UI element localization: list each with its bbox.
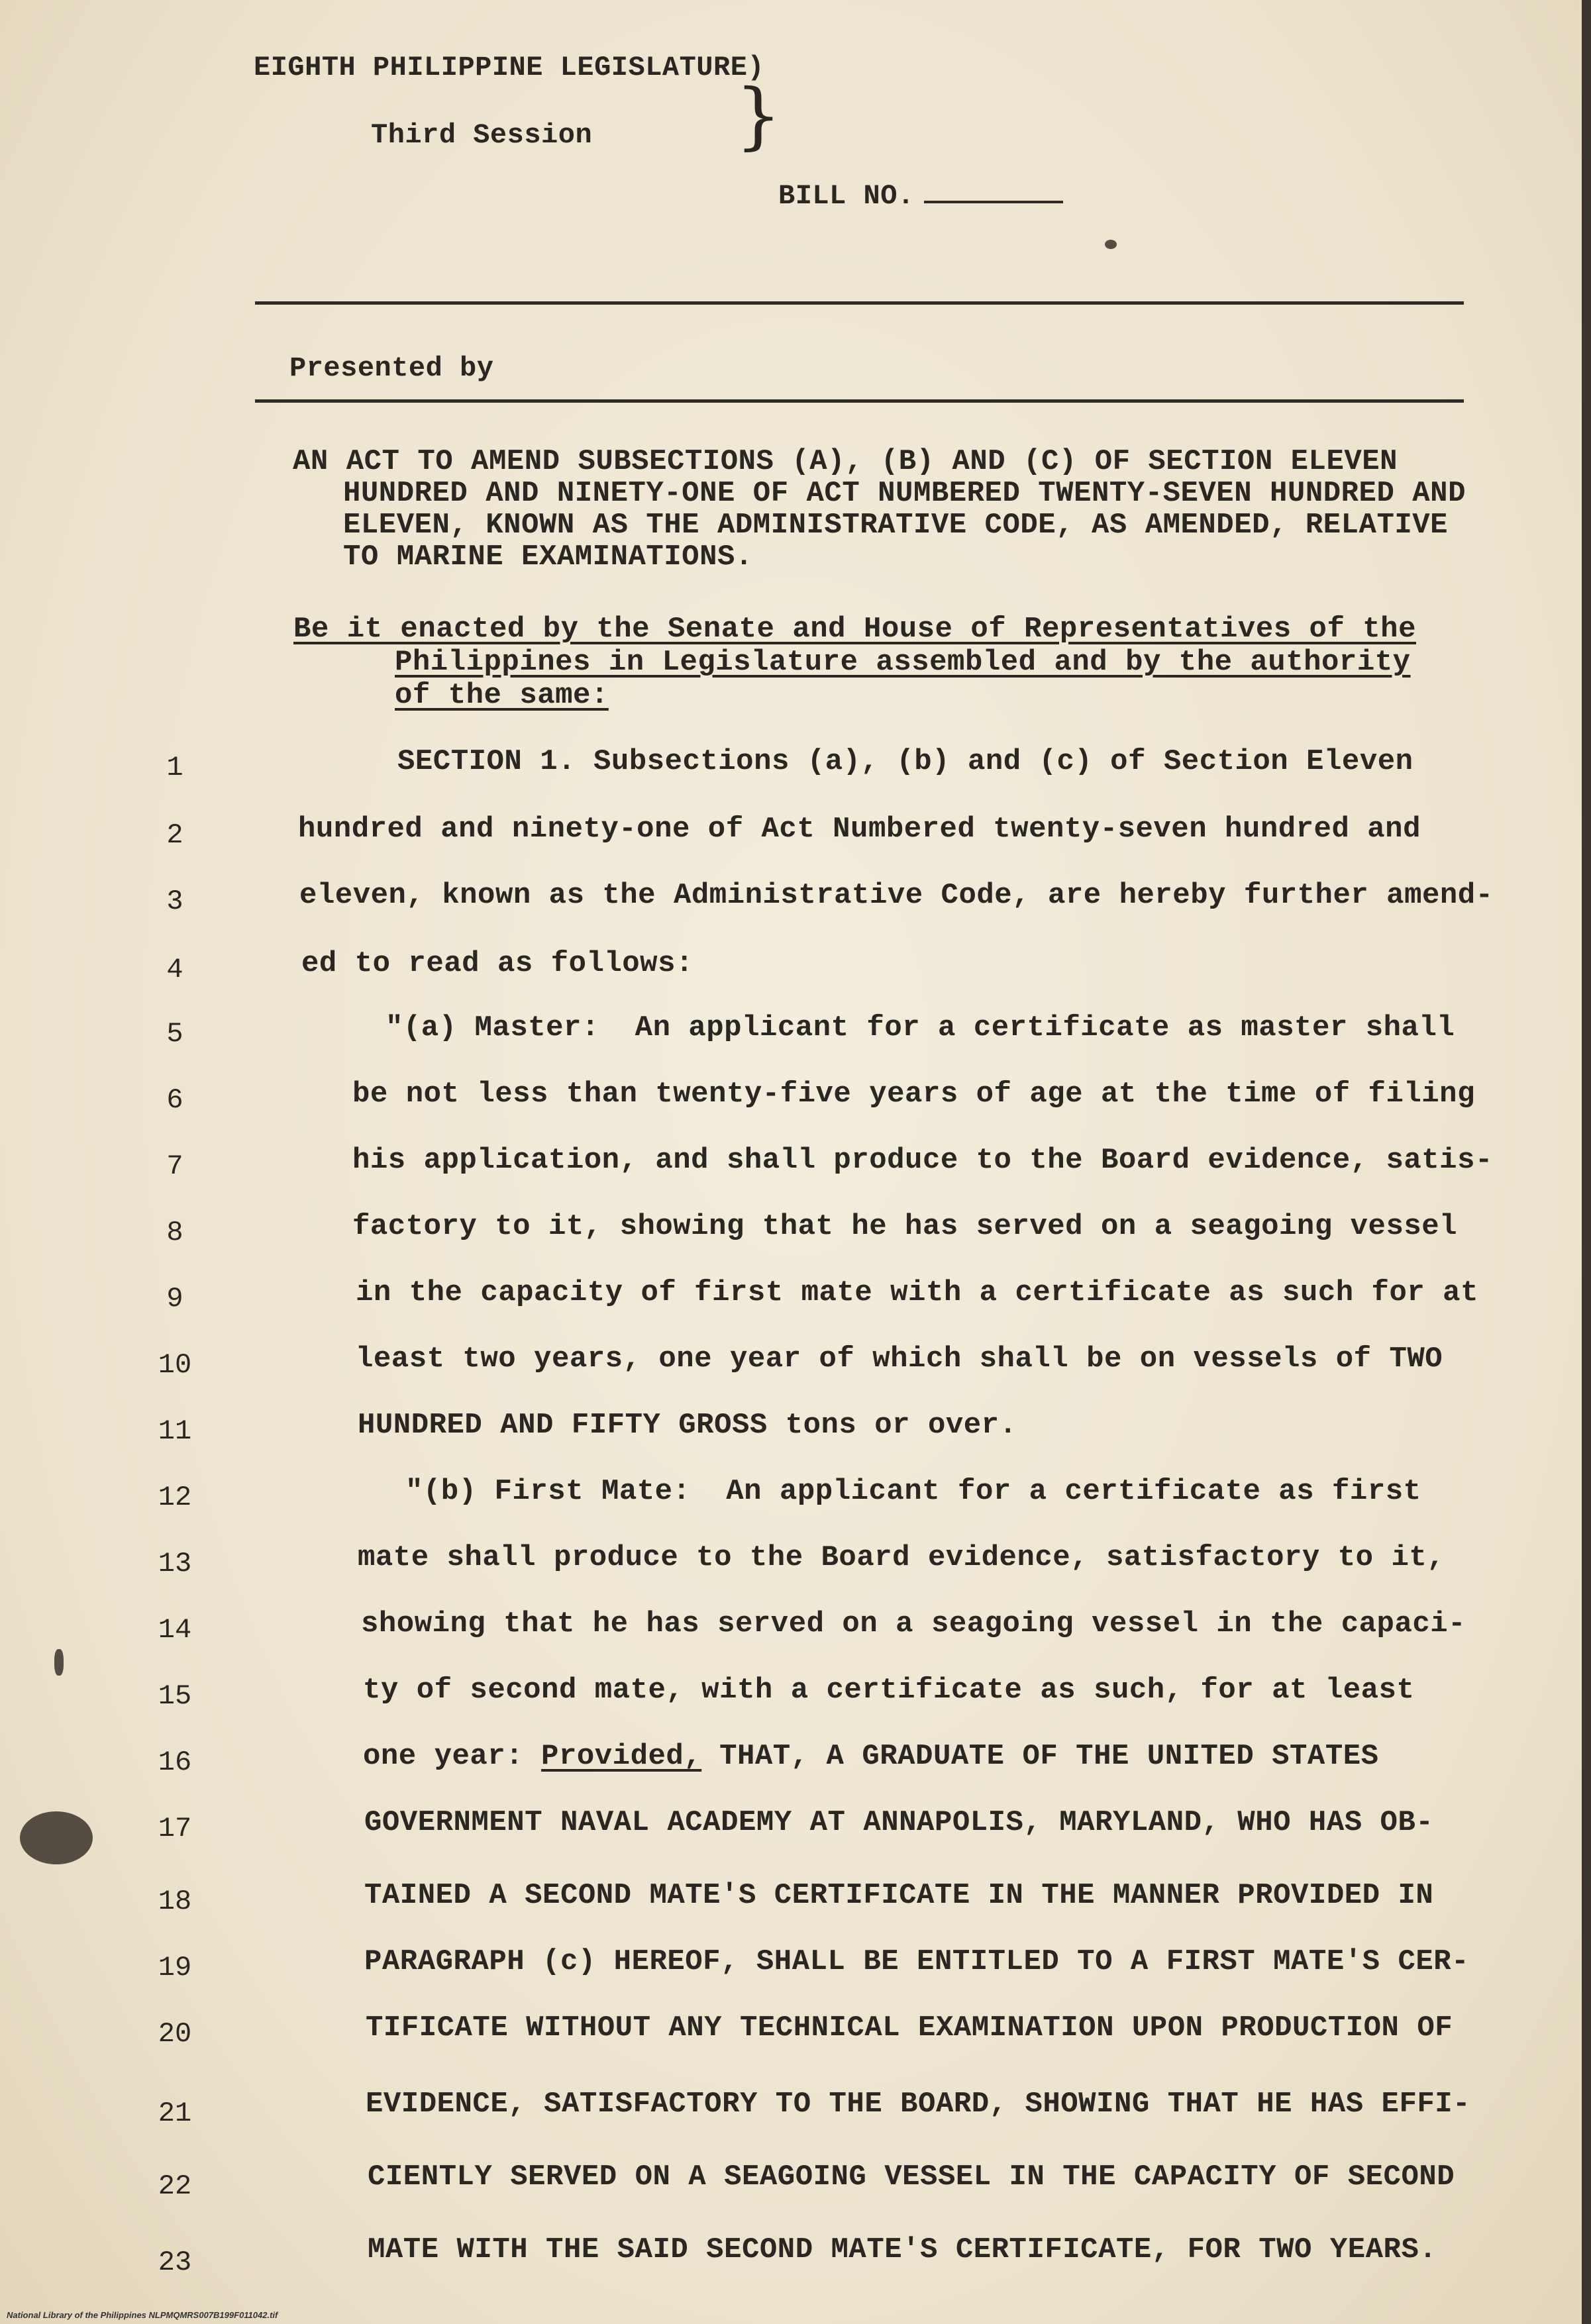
line-number: 11 (158, 1415, 192, 1447)
line-number: 3 (166, 885, 183, 917)
title-line: AN ACT TO AMEND SUBSECTIONS (A), (B) AND (C) OF SECTION ELEVEN (293, 445, 1398, 478)
body-line: HUNDRED AND FIFTY GROSS tons or over. (358, 1409, 1017, 1442)
body-line: CIENTLY SERVED ON A SEAGOING VESSEL IN THE CAPACITY OF SECOND (368, 2160, 1455, 2194)
line16-rest: THAT, A GRADUATE OF THE UNITED STATES (719, 1740, 1379, 1773)
body-line: MATE WITH THE SAID SECOND MATE'S CERTIFICATE, FOR TWO YEARS. (368, 2233, 1437, 2266)
session-heading: Third Session (371, 119, 593, 151)
body-line: PARAGRAPH (c) HEREOF, SHALL BE ENTITLED TO A FIRST MATE'S CER- (364, 1945, 1470, 1978)
title-line: ELEVEN, KNOWN AS THE ADMINISTRATIVE CODE, AS AMENDED, RELATIVE (343, 509, 1449, 542)
body-line: SECTION 1. Subsections (a), (b) and (c) of Section Eleven (397, 745, 1413, 778)
enacting-line: of the same: (395, 679, 609, 712)
line-number: 1 (166, 752, 183, 783)
body-line: hundred and ninety-one of Act Numbered twenty-seven hundred and (298, 813, 1421, 846)
body-line: showing that he has served on a seagoing vessel in the capaci- (361, 1607, 1466, 1641)
body-line: least two years, one year of which shall be on vessels of TWO (356, 1342, 1443, 1376)
line-number: 14 (158, 1614, 192, 1646)
bottom-rule (255, 399, 1464, 403)
footer-caption: National Library of the Philippines NLPMQMRS007B199F011042.tif (7, 2310, 278, 2320)
line-number: 17 (158, 1813, 192, 1844)
title-line: TO MARINE EXAMINATIONS. (343, 540, 753, 574)
line-number: 6 (166, 1084, 183, 1116)
ink-speck (54, 1649, 64, 1676)
body-line: ty of second mate, with a certificate as such, for at least (363, 1674, 1415, 1707)
line-number: 2 (166, 819, 183, 851)
brace-mark: } (735, 73, 782, 158)
ink-speck (1105, 240, 1117, 249)
line-number: 21 (158, 2097, 192, 2129)
title-line: HUNDRED AND NINETY-ONE OF ACT NUMBERED TWENTY-SEVEN HUNDRED AND (343, 477, 1466, 510)
body-line: ed to read as follows: (301, 947, 693, 980)
body-line: eleven, known as the Administrative Code, are hereby further amend- (299, 879, 1494, 912)
body-line: EVIDENCE, SATISFACTORY TO THE BOARD, SHOWING THAT HE HAS EFFI- (366, 2088, 1471, 2121)
body-line: GOVERNMENT NAVAL ACADEMY AT ANNAPOLIS, MARYLAND, WHO HAS OB- (364, 1806, 1434, 1839)
line-number: 8 (166, 1217, 183, 1248)
body-line: in the capacity of first mate with a certificate as such for at (356, 1276, 1478, 1309)
body-line: "(a) Master: An applicant for a certificate as master shall (385, 1011, 1455, 1044)
presented-by-label: Presented by (289, 352, 494, 384)
line-number: 5 (166, 1018, 183, 1050)
body-line: his application, and shall produce to the Board evidence, satis- (352, 1144, 1493, 1177)
line-number: 18 (158, 1886, 192, 1917)
enacting-line: Philippines in Legislature assembled and by the authority (395, 646, 1411, 679)
line-number: 19 (158, 1952, 192, 1984)
body-line: TAINED A SECOND MATE'S CERTIFICATE IN THE MANNER PROVIDED IN (364, 1879, 1434, 1912)
line-number: 22 (158, 2170, 192, 2202)
top-rule (255, 301, 1464, 305)
bill-number-blank (924, 198, 1063, 203)
line-number: 7 (166, 1150, 183, 1182)
line-number: 9 (166, 1283, 183, 1315)
line-number: 10 (158, 1349, 192, 1381)
body-line: factory to it, showing that he has served on a seagoing vessel (352, 1210, 1458, 1243)
body-line: TIFICATE WITHOUT ANY TECHNICAL EXAMINATION UPON PRODUCTION OF (366, 2011, 1453, 2045)
line-number: 4 (166, 954, 183, 985)
page-edge (1582, 0, 1591, 2324)
body-line: "(b) First Mate: An applicant for a certificate as first (405, 1475, 1421, 1508)
line-number: 15 (158, 1680, 192, 1712)
body-line: mate shall produce to the Board evidence, satisfactory to it, (358, 1541, 1445, 1574)
ink-stain (20, 1811, 93, 1864)
bill-number-label: BILL NO. (778, 180, 1063, 212)
line-number: 23 (158, 2247, 192, 2278)
body-line: be not less than twenty-five years of age at the time of filing (352, 1078, 1475, 1111)
body-line (363, 1740, 1379, 1773)
line16-lead: one year: (363, 1740, 524, 1773)
enacting-line: Be it enacted by the Senate and House of Representatives of the (293, 613, 1416, 646)
line-number: 16 (158, 1746, 192, 1778)
legislature-heading: EIGHTH PHILIPPINE LEGISLATURE) (254, 52, 765, 83)
provided-word: Provided, (541, 1740, 702, 1773)
line-number: 13 (158, 1548, 192, 1580)
line-number: 20 (158, 2018, 192, 2050)
line-number: 12 (158, 1482, 192, 1513)
